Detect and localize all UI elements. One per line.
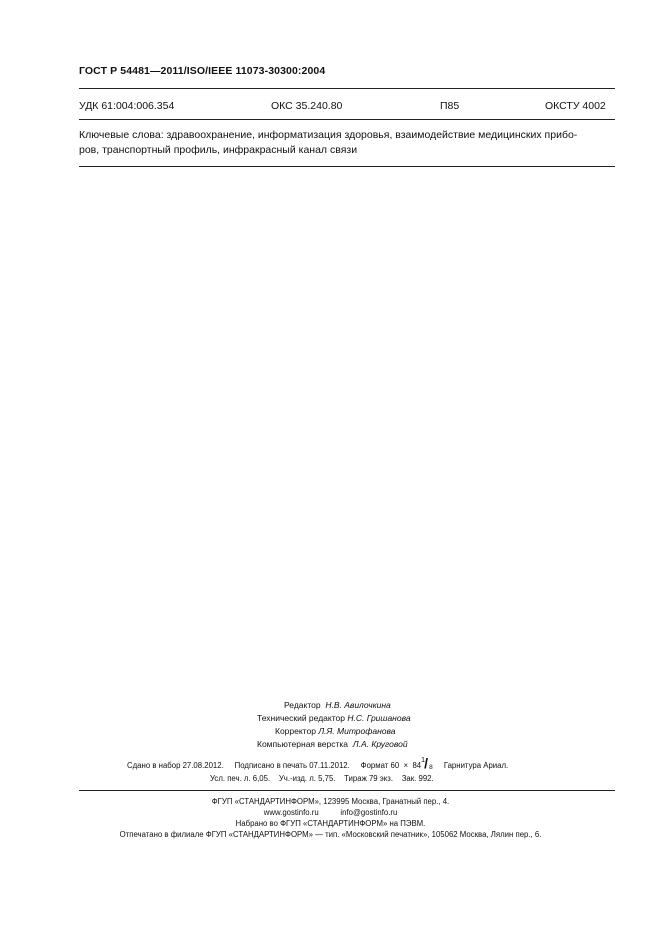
format-84: 84: [412, 761, 422, 770]
signed-date: Подписано в печать 07.11.2012.: [234, 761, 350, 770]
format-denominator: 8: [429, 764, 433, 771]
fraction-slash: /: [424, 755, 429, 771]
print-run: Тираж 79 экз.: [344, 774, 394, 783]
editor-name: Н.В. Авилочкина: [325, 700, 391, 710]
publisher-address: ФГУП «СТАНДАРТИНФОРМ», 123995 Москва, Гранатный пер., 4.: [211, 797, 450, 806]
tech-editor-name: Н.С. Гришанова: [347, 713, 411, 723]
keywords-line: Ключевые слова: здравоохранение, информатизация здоровья, взаимодействие медицинских прибо-: [79, 129, 578, 141]
keywords-block: [79, 128, 617, 157]
corrector-name: Л.Я. Митрофанова: [318, 726, 396, 736]
imprint-line-2: [210, 774, 434, 783]
typeface: Гарнитура Ариал.: [443, 761, 509, 770]
keywords-line: ров, транспортный профиль, инфракрасный канал связи: [79, 143, 358, 156]
format-fraction: [421, 755, 435, 771]
editor-label: Редактор: [284, 700, 321, 710]
printed-note: Отпечатано в филиале ФГУП «СТАНДАРТИНФОРМ» — тип. «Московский печатник», 105062 Москва, Лялин пер., 6.: [119, 830, 542, 839]
tech-editor-credit: [257, 711, 411, 725]
okstu-code: ОКСТУ 4002: [545, 100, 606, 112]
submitted-date: Сдано в набор 27.08.2012.: [127, 761, 224, 770]
format-times: ×: [403, 761, 409, 770]
classification-row: [79, 100, 615, 114]
format-prefix: Формат 60: [360, 761, 400, 770]
udk-code: УДК 61:004:006.354: [79, 100, 175, 112]
layout-name: Л.А. Круговой: [352, 739, 408, 749]
header-divider: [79, 88, 615, 89]
oks-code: ОКС 35.240.80: [271, 100, 343, 112]
order-number: Зак. 992.: [401, 774, 434, 783]
imprint-divider: [79, 790, 615, 791]
layout-credit: [257, 737, 408, 751]
group-code: П85: [440, 100, 460, 112]
format-numerator: 1: [421, 757, 426, 764]
layout-label: Компьютерная верстка: [257, 739, 349, 749]
classification-divider: [79, 119, 615, 120]
corrector-credit: [275, 724, 395, 738]
tech-editor-label: Технический редактор: [257, 713, 345, 723]
typeset-note: Набрано во ФГУП «СТАНДАРТИНФОРМ» на ПЭВМ.: [235, 819, 426, 828]
publisher-email[interactable]: info@gostinfo.ru: [340, 808, 398, 817]
pub-sheets: Уч.-изд. л. 5,75.: [278, 774, 336, 783]
imprint-line-1: [127, 755, 509, 771]
publisher-contacts: [0, 808, 661, 817]
standard-title: ГОСТ Р 54481—2011/ISO/IEEE 11073-30300:2004: [79, 65, 326, 77]
keywords-divider: [79, 166, 615, 167]
publisher-website[interactable]: www.gostinfo.ru: [263, 808, 319, 817]
corrector-label: Корректор: [275, 726, 316, 736]
editor-credit: [284, 698, 391, 712]
print-sheets: Усл. печ. л. 6,05.: [210, 774, 271, 783]
